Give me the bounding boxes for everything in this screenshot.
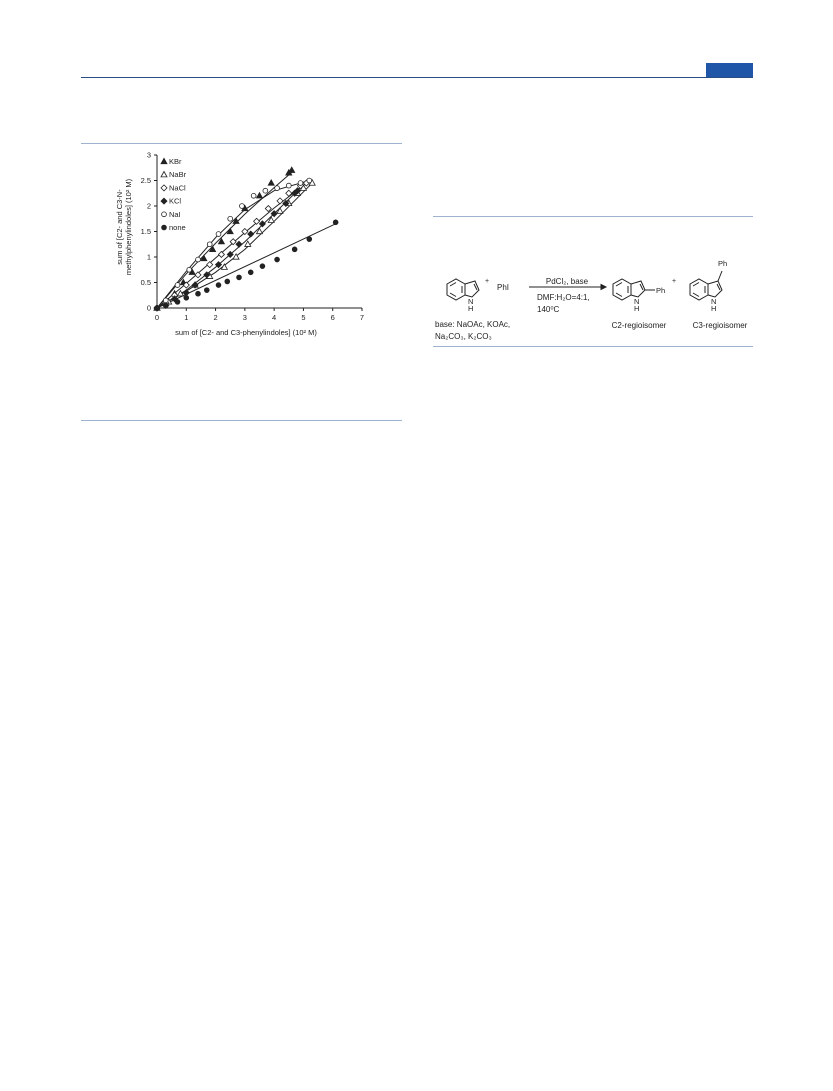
point-nai (307, 178, 312, 183)
scatter-chart (110, 145, 380, 345)
point-nacl (195, 272, 201, 278)
legend-marker-nai (162, 212, 167, 217)
reaction-scheme (433, 240, 753, 345)
point-nai (207, 242, 212, 247)
point-nai (286, 183, 291, 188)
c2-nh-n: N (634, 297, 640, 306)
point-nacl (242, 229, 248, 235)
point-none (204, 288, 209, 293)
y-tick-label: 0.5 (140, 278, 151, 287)
point-nai (298, 181, 303, 186)
point-nai (228, 216, 233, 221)
point-none (333, 220, 338, 225)
c3-product-structure (690, 271, 722, 300)
x-tick-label: 1 (184, 313, 189, 322)
point-nabr (245, 241, 251, 246)
point-nacl (218, 251, 224, 257)
point-none (225, 279, 230, 284)
point-none (275, 257, 280, 262)
x-tick-label: 5 (301, 313, 306, 322)
y-axis-label-line2: methylphenylindoles] (10² M) (124, 178, 133, 276)
point-none (248, 270, 253, 275)
product2-label: C3-regioisomer (692, 321, 748, 330)
x-axis-label: sum of [C2- and C3-phenylindoles] (10² M) (175, 328, 317, 337)
x-tick-label: 7 (359, 313, 365, 322)
point-none (216, 283, 221, 288)
point-none (196, 291, 201, 296)
reactant-nh-n: N (468, 297, 474, 306)
point-nacl (207, 262, 213, 268)
legend-label-none: none (169, 223, 186, 232)
conditions-below-arrow-1: DMF:H₂O=4:1, (537, 293, 590, 302)
point-kcl (248, 231, 254, 237)
point-nai (163, 298, 168, 303)
point-kbr (257, 193, 263, 198)
reactant-nh-h: H (468, 304, 474, 313)
point-nai (187, 267, 192, 272)
point-none (307, 237, 312, 242)
point-nacl (277, 198, 283, 204)
c2-ph-label: Ph (656, 286, 666, 295)
c3-nh-n: N (711, 297, 717, 306)
plus-sign-1: + (485, 278, 490, 285)
legend-label-kbr: KBr (169, 157, 182, 166)
point-nai (240, 204, 245, 209)
point-nai (251, 193, 256, 198)
figure-top-rule (81, 143, 402, 144)
point-nai (175, 283, 180, 288)
conditions-below-arrow-2: 140⁰C (537, 305, 560, 314)
base-list-line2: Na₂CO₃, K₂CO₃ (435, 332, 492, 341)
base-list-line1: base: NaOAc, KOAc, (435, 320, 511, 329)
plus-sign-2: + (672, 278, 677, 285)
y-axis-label-line1: sum of [C2- and C3-N- (115, 189, 124, 265)
reagent-phi: PhI (497, 283, 510, 292)
y-tick-label: 1 (146, 252, 151, 262)
point-kcl (259, 221, 265, 227)
product1-label: C2-regioisomer (611, 321, 667, 330)
x-tick-label: 6 (330, 313, 335, 322)
scheme-bottom-rule (433, 346, 753, 347)
legend-marker-kcl (161, 198, 167, 204)
point-none (175, 299, 180, 304)
y-tick-label: 1.5 (140, 227, 151, 236)
point-nai (263, 188, 268, 193)
point-none (155, 306, 160, 311)
point-nacl (230, 239, 236, 245)
scheme-top-rule (433, 216, 753, 217)
point-nai (275, 186, 280, 191)
c3-ph-label: Ph (718, 259, 728, 268)
point-nai (216, 232, 221, 237)
x-tick-label: 0 (154, 313, 160, 322)
point-none (260, 264, 265, 269)
y-tick-label: 2 (146, 201, 151, 211)
y-tick-label: 2.5 (140, 176, 151, 185)
legend-marker-nacl (161, 185, 167, 191)
legend-marker-none (162, 225, 167, 230)
header-accent-tab (706, 63, 753, 77)
x-tick-label: 2 (213, 313, 218, 322)
legend-marker-nabr (161, 172, 167, 177)
c3-nh-h: H (711, 304, 717, 313)
conditions-above-arrow: PdCl₂, base (545, 277, 589, 286)
legend (161, 157, 187, 232)
legend-label-nacl: NaCl (169, 183, 186, 193)
figure-bottom-rule (81, 420, 402, 421)
point-none (163, 303, 168, 308)
point-kbr (268, 180, 274, 185)
point-nacl (254, 218, 260, 224)
y-tick-label: 3 (146, 150, 151, 160)
point-none (292, 247, 297, 252)
point-kcl (236, 241, 242, 247)
x-tick-label: 4 (272, 313, 277, 322)
legend-label-nabr: NaBr (169, 170, 187, 180)
indole-reactant-structure (447, 279, 479, 300)
legend-marker-kbr (161, 158, 167, 163)
x-tick-label: 3 (242, 313, 247, 322)
point-kbr (289, 167, 295, 172)
legend-label-kcl: KCl (169, 196, 182, 206)
legend-label-nai: NaI (169, 209, 181, 219)
point-none (184, 295, 189, 300)
point-none (237, 275, 242, 280)
point-nai (196, 257, 201, 262)
c2-nh-h: H (634, 304, 640, 313)
y-tick-label: 0 (146, 303, 151, 313)
header-rule (81, 77, 753, 78)
